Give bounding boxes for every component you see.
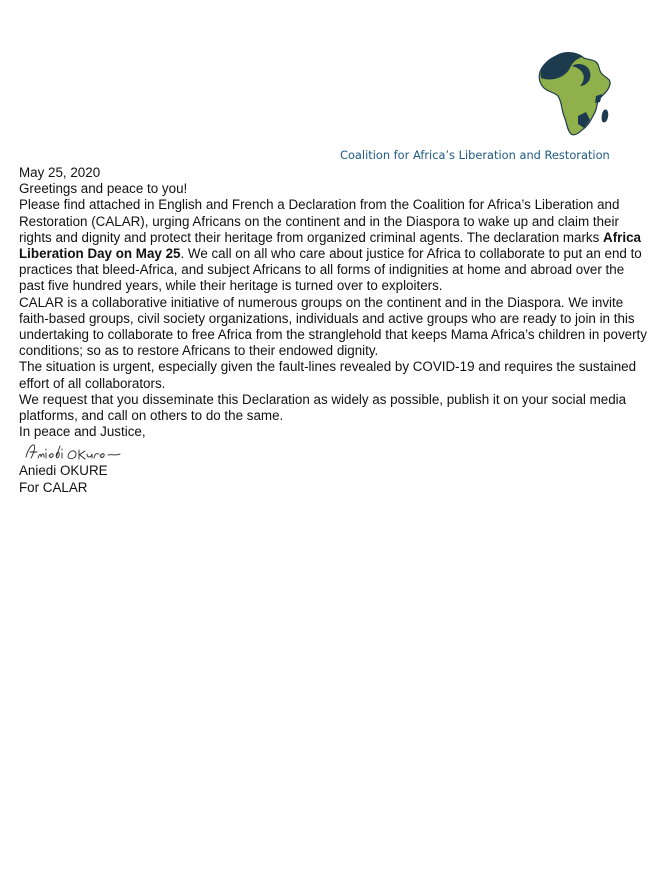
- paragraph-declaration-text-2: . We call on all who care about justice for Africa to collaborate to put an end to practices that bleed-Africa, and subject Africans to all forms of indignities at home and abroad over the past five hundred years, while their heritage is turned over to exploiters.: [19, 246, 642, 294]
- letter-date: May 25, 2020: [19, 165, 101, 180]
- organization-name: Coalition for Africa’s Liberation and Restoration: [340, 148, 610, 162]
- handwritten-signature: [24, 441, 124, 463]
- paragraph-declaration: [19, 197, 649, 294]
- africa-map-logo: [536, 50, 612, 138]
- paragraph-declaration-text-1: Please find attached in English and French a Declaration from the Coalition for Africa’s Liberation and Restoration (CALAR), urging Africans on the continent and in the Diaspora to wake up and claim their rights and dignity and protect their heritage from organized criminal agents. The declaration marks: [19, 197, 620, 245]
- paragraph-calar-initiative: CALAR is a collaborative initiative of numerous groups on the continent and in the Diaspora. We invite faith-based groups, civil society organizations, individuals and active groups who are ready to join in this undertaking to collaborate to free Africa from the stranglehold that keeps Mama Africa’s children in poverty conditions; so as to restore Africans to their endowed dignity.: [19, 294, 647, 359]
- signer-organization: For CALAR: [19, 479, 88, 495]
- signer-name: Aniedi OKURE: [19, 463, 108, 479]
- letter-closing: In peace and Justice,: [19, 424, 146, 440]
- letter-greeting: Greetings and peace to you!: [19, 181, 188, 197]
- letter-body: [19, 165, 649, 496]
- paragraph-request: We request that you disseminate this Declaration as widely as possible, publish it on your social media platforms, and call on others to do the same.: [19, 391, 627, 424]
- paragraph-urgency: The situation is urgent, especially given the fault-lines revealed by COVID-19 and requires the sustained effort of all collaborators.: [19, 359, 637, 391]
- paragraph-declaration-emphasis: Africa Liberation Day on May 25: [19, 229, 642, 262]
- madagascar-shape: [602, 109, 609, 122]
